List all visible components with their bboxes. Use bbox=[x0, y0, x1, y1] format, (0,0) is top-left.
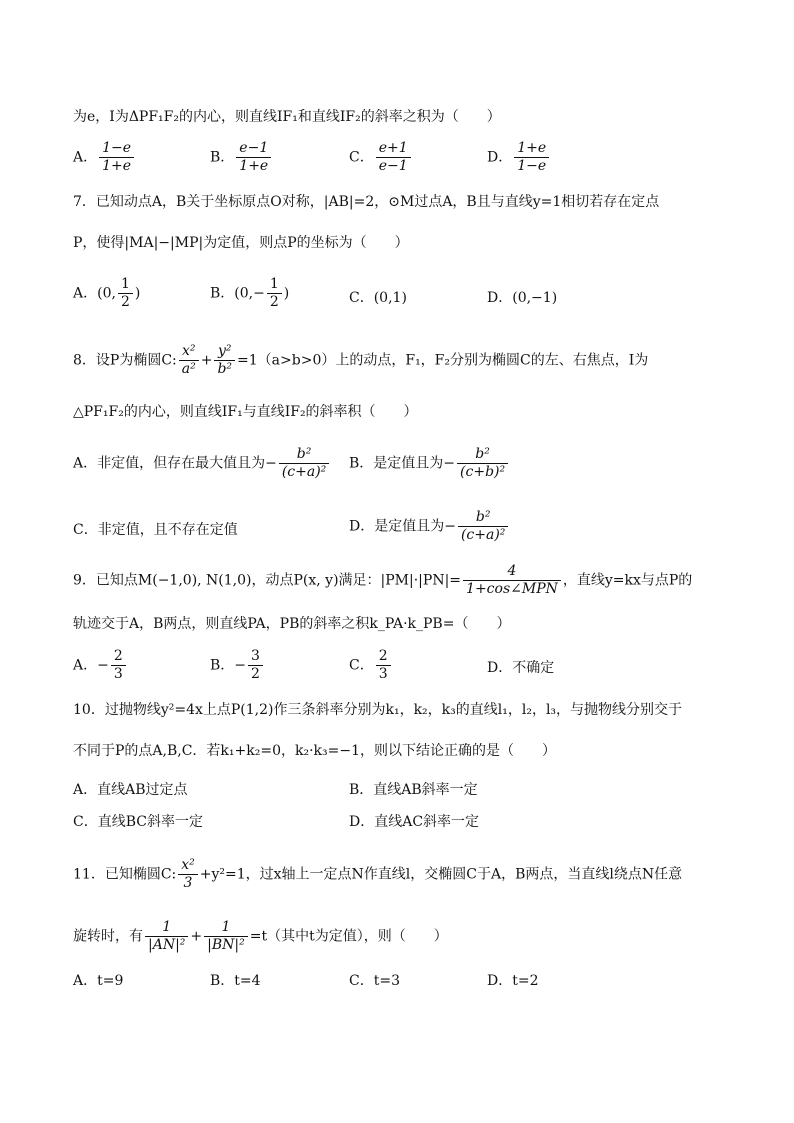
plus-sign: + bbox=[200, 352, 213, 369]
q8-post: =1（a>b>0）上的动点，F₁，F₂分别为椭圆C的左、右焦点，I为 bbox=[237, 352, 649, 369]
option-text: (0,1) bbox=[373, 290, 407, 306]
q11-post: +y²=1，过x轴上一定点N作直线l，交椭圆C于A，B两点，当直线l绕点N任意 bbox=[199, 866, 683, 883]
frac-num: x² bbox=[178, 857, 198, 875]
q6-stem-text: 为e，I为ΔPF₁F₂的内心，则直线IF₁和直线IF₂的斜率之积为（ ） bbox=[73, 109, 501, 125]
q10-option-d[interactable]: D．直线AC斜率一定 bbox=[349, 814, 480, 830]
frac-num: 3 bbox=[248, 648, 263, 666]
option-text: (0,−1) bbox=[512, 290, 558, 306]
q6-option-b[interactable] bbox=[210, 140, 273, 175]
option-label: C． bbox=[349, 290, 374, 306]
frac-num: 1+e bbox=[514, 140, 549, 158]
q10-option-a[interactable]: A．直线AB过定点 bbox=[73, 782, 188, 798]
frac-den: 1+e bbox=[102, 158, 132, 174]
frac-num: 1 bbox=[118, 276, 133, 294]
minus-sign: − bbox=[234, 657, 247, 674]
frac-den: 3 bbox=[113, 666, 123, 682]
frac-den: a² bbox=[181, 361, 196, 377]
q9-option-c[interactable] bbox=[349, 648, 393, 683]
q11-stem-line1 bbox=[73, 857, 682, 892]
q10-option-b[interactable]: B．直线AB斜率一定 bbox=[349, 782, 478, 798]
q11-line2-pre: 旋转时，有 bbox=[73, 928, 143, 945]
q8-stem-line1 bbox=[73, 343, 648, 378]
frac-den: (c+a)² bbox=[460, 527, 506, 543]
q8-pre: 8．设P为椭圆C: bbox=[73, 352, 177, 369]
frac-num: 4 bbox=[463, 563, 561, 581]
frac-den: |AN|² bbox=[148, 937, 186, 953]
option-text: A．非定值，但存在最大值且为− bbox=[73, 455, 277, 472]
q11-line2-post: =t（其中t为定值），则（ ） bbox=[249, 928, 448, 945]
q11-stem-line2 bbox=[73, 919, 448, 954]
q9-stem-line2: 轨迹交于A，B两点，则直线PA，PB的斜率之积k_PA·k_PB=（ ） bbox=[73, 616, 511, 632]
q11-option-d[interactable]: D．t=2 bbox=[487, 973, 539, 989]
frac-den: b² bbox=[217, 361, 233, 377]
option-text: 不确定 bbox=[512, 660, 555, 676]
frac-num: b² bbox=[458, 509, 508, 527]
q9-pre: 9．已知点M(−1,0), N(1,0)，动点P(x, y)满足：|PM|·|PN|= bbox=[73, 572, 462, 589]
q6-stem-tail bbox=[73, 107, 501, 127]
frac-num: 1 bbox=[204, 919, 248, 937]
q8-option-a[interactable] bbox=[73, 446, 331, 481]
frac-den: 3 bbox=[378, 666, 388, 682]
frac-den: e−1 bbox=[378, 158, 408, 174]
q8-option-c[interactable] bbox=[73, 519, 238, 539]
q6-option-a[interactable] bbox=[73, 140, 136, 175]
q11-pre: 11．已知椭圆C: bbox=[73, 866, 177, 883]
option-label: D． bbox=[487, 660, 513, 676]
frac-num: b² bbox=[279, 446, 329, 464]
frac-num: x² bbox=[179, 343, 199, 361]
option-label: C． bbox=[349, 657, 374, 674]
option-label: A． bbox=[73, 657, 98, 674]
frac-num: b² bbox=[457, 446, 508, 464]
frac-num: 1 bbox=[267, 276, 282, 294]
q9-option-a[interactable] bbox=[73, 648, 128, 683]
frac-den: 1+e bbox=[239, 158, 269, 174]
frac-den: 2 bbox=[120, 294, 130, 310]
option-label: C． bbox=[349, 149, 374, 166]
option-label: A． bbox=[73, 149, 98, 166]
q11-option-a[interactable]: A．t=9 bbox=[73, 973, 124, 989]
frac-num: y² bbox=[214, 343, 235, 361]
paren-close: ) bbox=[134, 285, 141, 302]
option-label: A． bbox=[73, 285, 98, 302]
frac-den: |BN|² bbox=[207, 937, 245, 953]
plus-sign: + bbox=[190, 928, 203, 945]
frac-num: e−1 bbox=[236, 140, 271, 158]
q7-option-c[interactable] bbox=[349, 287, 407, 307]
q10-option-c[interactable]: C．直线BC斜率一定 bbox=[73, 814, 203, 830]
option-label: B． bbox=[210, 285, 235, 302]
option-label: B． bbox=[210, 657, 235, 674]
q8-stem-line2: △PF₁F₂的内心，则直线IF₁与直线IF₂的斜率积（ ） bbox=[73, 404, 418, 420]
q6-option-c[interactable] bbox=[349, 140, 413, 175]
frac-num: 1 bbox=[145, 919, 188, 937]
minus-sign: − bbox=[97, 657, 109, 674]
q9-option-d[interactable] bbox=[487, 657, 554, 677]
q11-option-b[interactable]: B．t=4 bbox=[210, 973, 261, 989]
q7-stem-line2: P，使得|MA|−|MP|为定值，则点P的坐标为（ ） bbox=[73, 235, 409, 251]
q7-option-b[interactable] bbox=[210, 276, 289, 311]
frac-den: 1+cos∠MPN bbox=[466, 581, 558, 597]
q8-option-d[interactable] bbox=[349, 509, 510, 544]
option-label: B． bbox=[210, 149, 235, 166]
option-label: D． bbox=[487, 290, 513, 306]
q9-stem-line1 bbox=[73, 563, 692, 598]
q10-stem-line1: 10．过抛物线y²=4x上点P(1,2)作三条斜率分别为k₁，k₂，k₃的直线l₁，l₂，l₃，与抛物线分别交于 bbox=[73, 702, 683, 718]
frac-num: 2 bbox=[111, 648, 126, 666]
q9-option-b[interactable] bbox=[210, 648, 265, 683]
paren-close: ) bbox=[283, 285, 290, 302]
q11-option-c[interactable]: C．t=3 bbox=[349, 973, 400, 989]
frac-num: 2 bbox=[376, 648, 391, 666]
paren-open: (0,− bbox=[234, 285, 265, 302]
option-label: D． bbox=[487, 149, 513, 166]
frac-den: (c+b)² bbox=[460, 464, 506, 480]
q7-stem-line1: 7．已知动点A，B关于坐标原点O对称，|AB|=2，⊙M过点A，B且与直线y=1相切若存在定点 bbox=[73, 194, 660, 210]
frac-den: 3 bbox=[183, 875, 193, 891]
frac-den: 2 bbox=[251, 666, 260, 682]
frac-num: e+1 bbox=[376, 140, 411, 158]
q9-post: ，直线y=kx与点P的 bbox=[562, 572, 693, 589]
frac-num: 1−e bbox=[99, 140, 134, 158]
q7-option-d[interactable] bbox=[487, 287, 557, 307]
q7-option-a[interactable] bbox=[73, 276, 140, 311]
frac-den: (c+a)² bbox=[281, 464, 327, 480]
option-text: C．非定值，且不存在定值 bbox=[73, 522, 238, 538]
paren-open: (0, bbox=[97, 285, 116, 302]
q10-stem-line2: 不同于P的点A,B,C．若k₁+k₂=0，k₂·k₃=−1，则以下结论正确的是（ ） bbox=[73, 743, 556, 759]
q6-option-d[interactable] bbox=[487, 140, 551, 175]
option-text: D．是定值且为− bbox=[349, 518, 456, 535]
option-text: B．是定值且为− bbox=[349, 455, 456, 472]
frac-den: 2 bbox=[269, 294, 279, 310]
q8-option-b[interactable] bbox=[349, 446, 510, 481]
frac-den: 1−e bbox=[517, 158, 547, 174]
